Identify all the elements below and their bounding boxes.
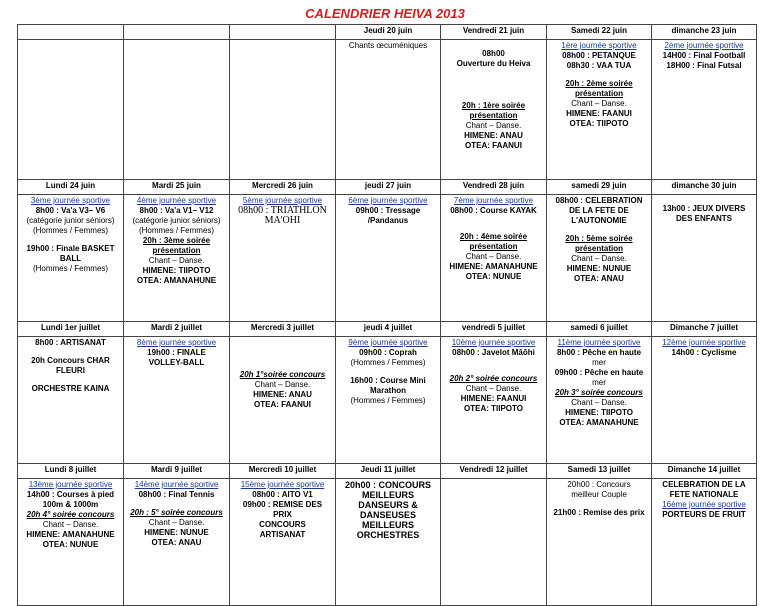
week-header-row [18, 180, 757, 195]
event-line [232, 354, 333, 362]
event-line: OTEA: FAANUI [465, 141, 522, 150]
day-cell [441, 195, 547, 322]
event-line: HIMENE: ANAU [253, 390, 312, 399]
event-line: 08h00 : Final Tennis [138, 490, 215, 499]
event-line: 19h00 : FINALE [147, 348, 206, 357]
event-line [20, 236, 121, 244]
event-line [549, 500, 649, 508]
event-line: (catégorie junior séniors) [26, 216, 115, 225]
event-line: 4ème journée sportive [136, 196, 217, 205]
event-line: 09h00 : Coprah [359, 348, 417, 357]
day-header: Samedi 13 juillet [547, 464, 652, 479]
event-line: 20h : 5° soirée concours [130, 508, 223, 517]
event-line: OTEA: AMANAHUNE [559, 418, 639, 427]
event-line: 20h : 5ème soirée [565, 234, 633, 243]
event-line: ORCHESTRE KAINA [31, 384, 110, 393]
day-header [124, 25, 230, 40]
day-header [18, 25, 124, 40]
event-line [232, 362, 333, 370]
event-line: 8h00 : Pêche en haute [556, 348, 642, 357]
event-line: MEILLEURS [361, 490, 414, 500]
day-cell [336, 337, 441, 464]
event-line: L'AUTONOMIE [571, 216, 627, 225]
event-line: 14ème journée sportive [134, 480, 219, 489]
event-line: 12ème journée sportive [662, 338, 746, 347]
event-line: FETE NATIONALE [669, 490, 739, 499]
event-line: (catégorie junior séniors) [132, 216, 221, 225]
day-cell [652, 479, 757, 606]
day-cell [652, 40, 757, 180]
day-cell [336, 479, 441, 606]
day-header: samedi 6 juillet [547, 322, 652, 337]
day-cell [124, 337, 230, 464]
event-line: Chant – Danse. [148, 256, 205, 265]
day-cell [547, 479, 652, 606]
day-cell [230, 195, 336, 322]
event-line: HIMENE: TIIPOTO [142, 266, 211, 275]
event-line: HIMENE: NUNUE [566, 264, 632, 273]
day-header: Mardi 2 juillet [124, 322, 230, 337]
day-cell [652, 337, 757, 464]
day-header: Lundi 1er juillet [18, 322, 124, 337]
day-header: Mercredi 10 juillet [230, 464, 336, 479]
week-row [18, 195, 757, 322]
event-line [443, 216, 544, 224]
event-line: 3ème journée sportive [30, 196, 111, 205]
event-line: Chant – Danse. [465, 384, 522, 393]
event-line: présentation [574, 89, 623, 98]
event-line: OTEA: ANAU [574, 274, 624, 283]
day-header [230, 25, 336, 40]
event-line: VOLLEY-BALL [148, 358, 205, 367]
event-line: 7ème journée sportive [453, 196, 534, 205]
event-line: Chant – Danse. [254, 380, 311, 389]
event-line: 14h00 : Cyclisme [671, 348, 737, 357]
event-line: Chant – Danse. [571, 254, 627, 263]
event-line: Chant – Danse. [571, 398, 627, 407]
event-line: OTEA: AMANAHUNE [136, 276, 217, 285]
event-line: HIMENE: FAANUI [460, 394, 527, 403]
event-line: MA'OHI [264, 215, 301, 226]
day-cell [441, 479, 547, 606]
event-line [20, 376, 121, 384]
event-line: Chant – Danse. [42, 520, 99, 529]
event-line: 20h 1°soirée concours [239, 370, 326, 379]
event-line: DANSEURS & [358, 500, 418, 510]
event-line: 13ème journée sportive [28, 480, 113, 489]
week-header-row [18, 322, 757, 337]
event-line: (Hommes / Femmes) [350, 358, 426, 367]
event-line: présentation [469, 242, 518, 251]
day-header: Jeudi 20 juin [336, 25, 441, 40]
event-line: OTEA: TIIPOTO [569, 119, 629, 128]
event-line: DE LA FETE DE [569, 206, 629, 215]
day-cell [230, 479, 336, 606]
event-line: 20h : 4ème soirée [459, 232, 528, 241]
event-line: mer [592, 358, 606, 367]
event-line: DANSEUSES [359, 510, 416, 520]
event-line: 18H00 : Final Futsal [666, 61, 742, 70]
event-line: 8ème journée sportive [136, 338, 217, 347]
event-line: 2ème journée sportive [664, 41, 744, 50]
day-header: Dimanche 14 juillet [652, 464, 757, 479]
event-line: HIMENE: NUNUE [144, 528, 209, 537]
day-cell [18, 40, 124, 180]
event-line: HIMENE: AMANAHUNE [449, 262, 538, 271]
event-line: Chant – Danse. [148, 518, 205, 527]
day-cell [124, 40, 230, 180]
event-line: 20h 2° soirée concours [449, 374, 538, 383]
event-line: 08h00 [482, 49, 505, 58]
event-line: 16h00 : Course Mini [350, 376, 426, 385]
event-line: 20h00 : Concours [567, 480, 631, 489]
day-header: Lundi 24 juin [18, 180, 124, 195]
event-line [443, 366, 544, 374]
day-header: Mardi 9 juillet [124, 464, 230, 479]
event-line: 6ème journée sportive [348, 196, 428, 205]
day-header: Mercredi 3 juillet [230, 322, 336, 337]
event-line: 20h : 3ème soirée [142, 236, 211, 245]
event-line: (Hommes / Femmes) [32, 226, 109, 235]
event-line: présentation [469, 111, 518, 120]
event-line: HIMENE: TIIPOTO [565, 408, 633, 417]
event-line [654, 196, 754, 204]
event-line: 8h00 : ARTISANAT [35, 338, 106, 347]
event-line: 20h 3° soirée concours [555, 388, 643, 397]
week-header-row [18, 464, 757, 479]
event-line: 08h30 : VAA TUA [566, 61, 632, 70]
event-line: 20h : 1ère soirée [461, 101, 526, 110]
event-line: 09h00 : Tressage [355, 206, 421, 215]
day-cell [336, 40, 441, 180]
day-header: Dimanche 7 juillet [652, 322, 757, 337]
day-header: Mardi 25 juin [124, 180, 230, 195]
event-line: Chant – Danse. [571, 99, 627, 108]
day-header: Mercredi 26 juin [230, 180, 336, 195]
event-line: 11ème journée sportive [557, 338, 641, 347]
day-cell [441, 40, 547, 180]
event-line: 21h00 : Remise des prix [553, 508, 645, 517]
event-line: PRIX [273, 510, 292, 519]
day-cell [652, 195, 757, 322]
day-cell [547, 195, 652, 322]
event-line: 14H00 : Final Football [662, 51, 746, 60]
day-header: dimanche 23 juin [652, 25, 757, 40]
event-line: BALL [59, 254, 82, 263]
day-header: Vendredi 12 juillet [441, 464, 547, 479]
event-line: OTEA: NUNUE [42, 540, 99, 549]
event-line: OTEA: ANAU [151, 538, 202, 547]
event-line [443, 41, 544, 49]
event-line: 13h00 : JEUX DIVERS [662, 204, 746, 213]
day-cell [230, 337, 336, 464]
event-line: /Pandanus [367, 216, 409, 225]
event-line: Chant – Danse. [465, 252, 522, 261]
calendar-table [17, 24, 757, 606]
event-line: 19h00 : Finale BASKET [26, 244, 115, 253]
day-header: Vendredi 21 juin [441, 25, 547, 40]
event-line: 20h 4° soirée concours [26, 510, 115, 519]
event-line: OTEA: TIIPOTO [464, 404, 523, 413]
event-line: FLEURI [56, 366, 85, 375]
event-line: présentation [152, 246, 201, 255]
event-line: 09h00 : REMISE DES [242, 500, 323, 509]
event-line [443, 85, 544, 93]
event-line: OTEA: FAANUI [254, 400, 311, 409]
day-header: jeudi 4 juillet [336, 322, 441, 337]
event-line: 08h00 : TRIATHLON [238, 205, 327, 216]
event-line: 8h00 : Va'a V1– V12 [139, 206, 214, 215]
event-line [443, 224, 544, 232]
event-line: 5ème journée sportive [242, 196, 323, 205]
event-line: meilleur Couple [571, 490, 627, 499]
day-header: samedi 29 juin [547, 180, 652, 195]
event-line: Chant – Danse. [465, 121, 522, 130]
day-cell [18, 479, 124, 606]
day-cell [547, 337, 652, 464]
event-line: 16ème journée sportive [662, 500, 746, 509]
day-cell [547, 40, 652, 180]
event-line: 1ère journée sportive [561, 41, 637, 50]
event-line: Chants œcuméniques [348, 41, 428, 50]
day-cell [124, 195, 230, 322]
event-line [549, 226, 649, 234]
event-line: (Hommes / Femmes) [32, 264, 109, 273]
event-line: 20h : 2ème soirée [565, 79, 633, 88]
event-line: DES ENFANTS [675, 214, 732, 223]
event-line: Ouverture du Heiva [456, 59, 531, 68]
event-line: 14h00 : Courses à pied [26, 490, 115, 499]
event-line: CELEBRATION DE LA [662, 480, 746, 489]
event-line: 08h00 : CELEBRATION [555, 196, 643, 205]
event-line: 8h00 : Va'a V3– V6 [35, 206, 106, 215]
day-header: Jeudi 11 juillet [336, 464, 441, 479]
event-line: 09h00 : Pêche en haute [554, 368, 644, 377]
event-line: OTEA: NUNUE [465, 272, 522, 281]
day-header: vendredi 5 juillet [441, 322, 547, 337]
day-header: Vendredi 28 juin [441, 180, 547, 195]
day-cell [336, 195, 441, 322]
event-line: Marathon [370, 386, 406, 395]
event-line: 100m & 1000m [42, 500, 99, 509]
week-row [18, 479, 757, 606]
event-line: (Hommes / Femmes) [138, 226, 215, 235]
event-line: HIMENE: AMANAHUNE [26, 530, 115, 539]
week-row [18, 337, 757, 464]
event-line: 10ème journée sportive [451, 338, 536, 347]
event-line: HIMENE: ANAU [464, 131, 523, 140]
event-line: 9ème journée sportive [348, 338, 428, 347]
event-line: (Hommes / Femmes) [350, 396, 426, 405]
event-line: CONCOURS [259, 520, 306, 529]
page-title: CALENDRIER HEIVA 2013 [305, 6, 465, 21]
event-line [338, 368, 438, 376]
week-header-row [18, 25, 757, 40]
event-line [443, 69, 544, 77]
week-row [18, 40, 757, 180]
event-line [549, 71, 649, 79]
day-cell [18, 337, 124, 464]
day-cell [18, 195, 124, 322]
event-line: 08h00 : AITO V1 [252, 490, 313, 499]
event-line: ORCHESTRES [356, 530, 420, 540]
day-cell [230, 40, 336, 180]
event-line [126, 500, 227, 508]
event-line [232, 338, 333, 346]
event-line: 08h00 : Javelot Māōhi [452, 348, 535, 357]
event-line: mer [592, 378, 606, 387]
day-cell [441, 337, 547, 464]
event-line: PORTEURS DE FRUIT [662, 510, 746, 519]
event-line: HIMENE: FAANUI [566, 109, 632, 118]
event-line [443, 93, 544, 101]
event-line: 08h00 : Course KAYAK [450, 206, 537, 215]
event-line: 15ème journée sportive [240, 480, 325, 489]
event-line: 20h Concours CHAR [31, 356, 110, 365]
event-line [20, 348, 121, 356]
event-line [443, 77, 544, 85]
event-line [443, 358, 544, 366]
event-line: présentation [574, 244, 623, 253]
event-line: ARTISANAT [259, 530, 306, 539]
event-line: MEILLEURS [361, 520, 414, 530]
event-line: 20h00 : CONCOURS [344, 480, 432, 490]
day-header: jeudi 27 juin [336, 180, 441, 195]
day-header: Samedi 22 juin [547, 25, 652, 40]
event-line [232, 346, 333, 354]
event-line: 08h00 : PETANQUE [562, 51, 636, 60]
day-cell [124, 479, 230, 606]
day-header: dimanche 30 juin [652, 180, 757, 195]
day-header: Lundi 8 juillet [18, 464, 124, 479]
